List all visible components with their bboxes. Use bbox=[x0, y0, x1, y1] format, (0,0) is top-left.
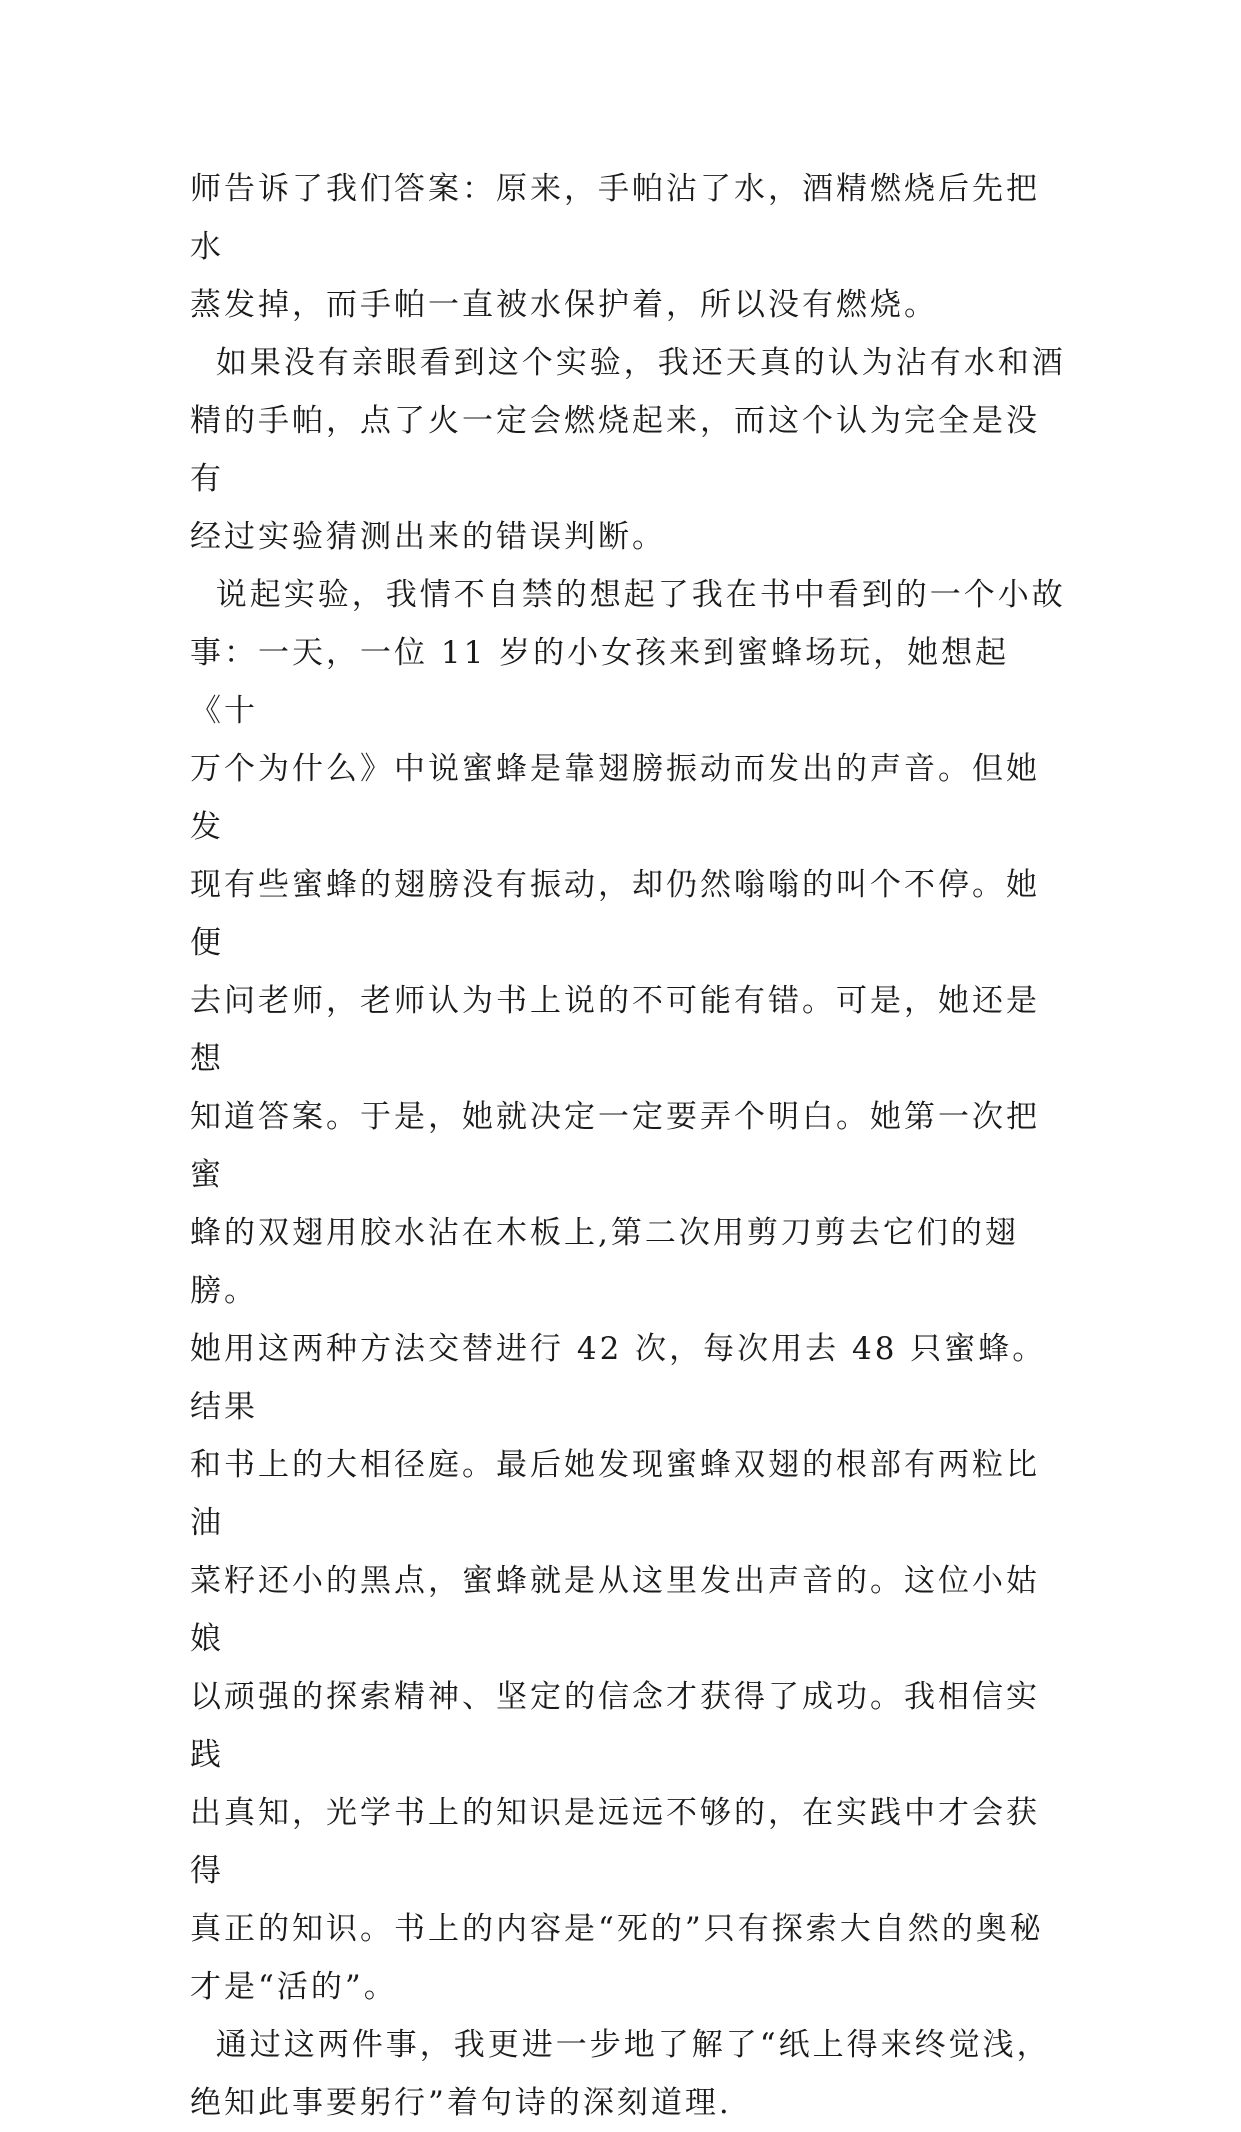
body-text bbox=[190, 160, 1070, 2132]
paragraph-4: 通过这两件事，我更进一步地了解了“纸上得来终觉浅， 绝知此事要躬行”着句诗的深刻道理. bbox=[190, 2027, 1051, 2121]
paragraph-2: 如果没有亲眼看到这个实验，我还天真的认为沾有水和酒 精的手帕，点了火一定会燃烧起来，而这个认为完全是没有 经过实验猜测出来的错误判断。 bbox=[190, 345, 1066, 555]
paragraph-3: 说起实验，我情不自禁的想起了我在书中看到的一个小故 事：一天，一位 11 岁的小女孩来到蜜蜂场玩，她想起《十 万个为什么》中说蜜蜂是靠翅膀振动而发出的声音。但她发 现有些蜜蜂的翅膀没有振动，却仍然嗡嗡的叫个不停。她便 去问老师，老师认为书上说的不可能有错。可是，她还是想 知道答案。于是，她就决定一定要弄个明白。她第一次把蜜 蜂的双翅用胶水沾在木板上,第二次用剪刀剪去它们的翅膀。 她用这两种方法交替进行 42 次，每次用去 48 只蜜蜂。结果 和书上的大相径庭。最后她发现蜜蜂双翅的根部有两粒比油 菜籽还小的黑点，蜜蜂就是从这里发出声音的。这位小姑娘 以顽强的探索精神、坚定的信念才获得了成功。我相信实践 出真知，光学书上的知识是远远不够的，在实践中才会获得 真正的知识。书上的内容是“死的”只有探索大自然的奥秘 才是“活的”。 bbox=[190, 577, 1066, 2005]
paragraph-1: 师告诉了我们答案：原来，手帕沾了水，酒精燃烧后先把水 蒸发掉，而手帕一直被水保护着，所以没有燃烧。 bbox=[190, 171, 1040, 323]
